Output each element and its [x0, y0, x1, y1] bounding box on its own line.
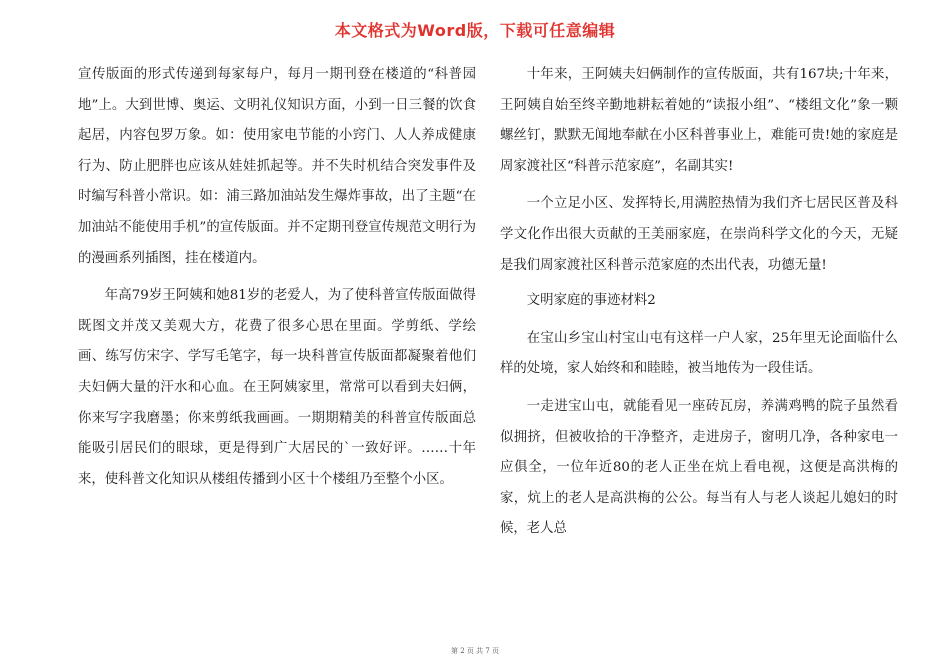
paragraph: 宣传版面的形式传递到每家每户，每月一期刊登在楼道的“科普园地”上。大到世博、奥运、文明礼仪知识方面，小到一日三餐的饮食起居，内容包罗万象。如：使用家电节能的小窍门、人人养成健康行为、防止肥胖也应该从娃娃抓起等。并不失时机结合突发事件及时编写科普小常识。如：浦三路加油站发生爆炸事故，出了主题“在加油站不能使用手机”的宣传版面。并不定期刊登宣传规范文明行为的漫画系列插图，挂在楼道内。: [78, 67, 476, 266]
right-text-column: [500, 60, 898, 552]
paragraph: 一走进宝山屯，就能看见一座砖瓦房，养满鸡鸭的院子虽然看似拥挤，但被收拾的干净整齐，走进房子，窗明几净，各种家电一应俱全，一位年近80的老人正坐在炕上看电视，这便是高洪梅的家，炕上的老人是高洪梅的公公。每当有人与老人谈起儿媳妇的时候，老人总: [500, 398, 898, 537]
paragraph: 在宝山乡宝山村宝山屯有这样一户人家，25年里无论面临什么样的处境，家人始终和和睦睦，被当地传为一段佳话。: [500, 330, 898, 377]
word-format-banner: 本文格式为Word版，下载可任意编辑: [334, 21, 616, 40]
page-number: 第 2 页 共 7 页: [450, 647, 500, 655]
section-heading: 文明家庭的事迹材料2: [526, 293, 656, 309]
paragraph: 一个立足小区、发挥特长,用满腔热情为我们齐七居民区普及科学文化作出很大贡献的王美丽家庭，在崇尚科学文化的今天，无疑是我们周家渡社区科普示范家庭的杰出代表，功德无量!: [500, 196, 898, 273]
paragraph: 十年来，王阿姨夫妇俩制作的宣传版面，共有167块;十年来，王阿姨自始至终辛勤地耕耘着她的“读报小组”、“楼组文化”象一颗螺丝钉，默默无闻地奉献在小区科普事业上，难能可贵!她的家庭是周家渡社区“科普示范家庭”，名副其实!: [500, 67, 898, 174]
left-text-column: [78, 60, 476, 502]
paragraph: 年高79岁王阿姨和她81岁的老爱人，为了使科普宣传版面做得既图文并茂又美观大方，花费了很多心思在里面。学剪纸、学绘画、练写仿宋字、学写毛笔字，每一块科普宣传版面都凝聚着他们夫妇俩大量的汗水和心血。在王阿姨家里，常常可以看到夫妇俩，你来写字我磨墨；你来剪纸我画画。一期期精美的科普宣传版面总能吸引居民们的眼球，更是得到广大居民的`一致好评。……十年来，使科普文化知识从楼组传播到小区十个楼组乃至整个小区。: [78, 288, 476, 487]
